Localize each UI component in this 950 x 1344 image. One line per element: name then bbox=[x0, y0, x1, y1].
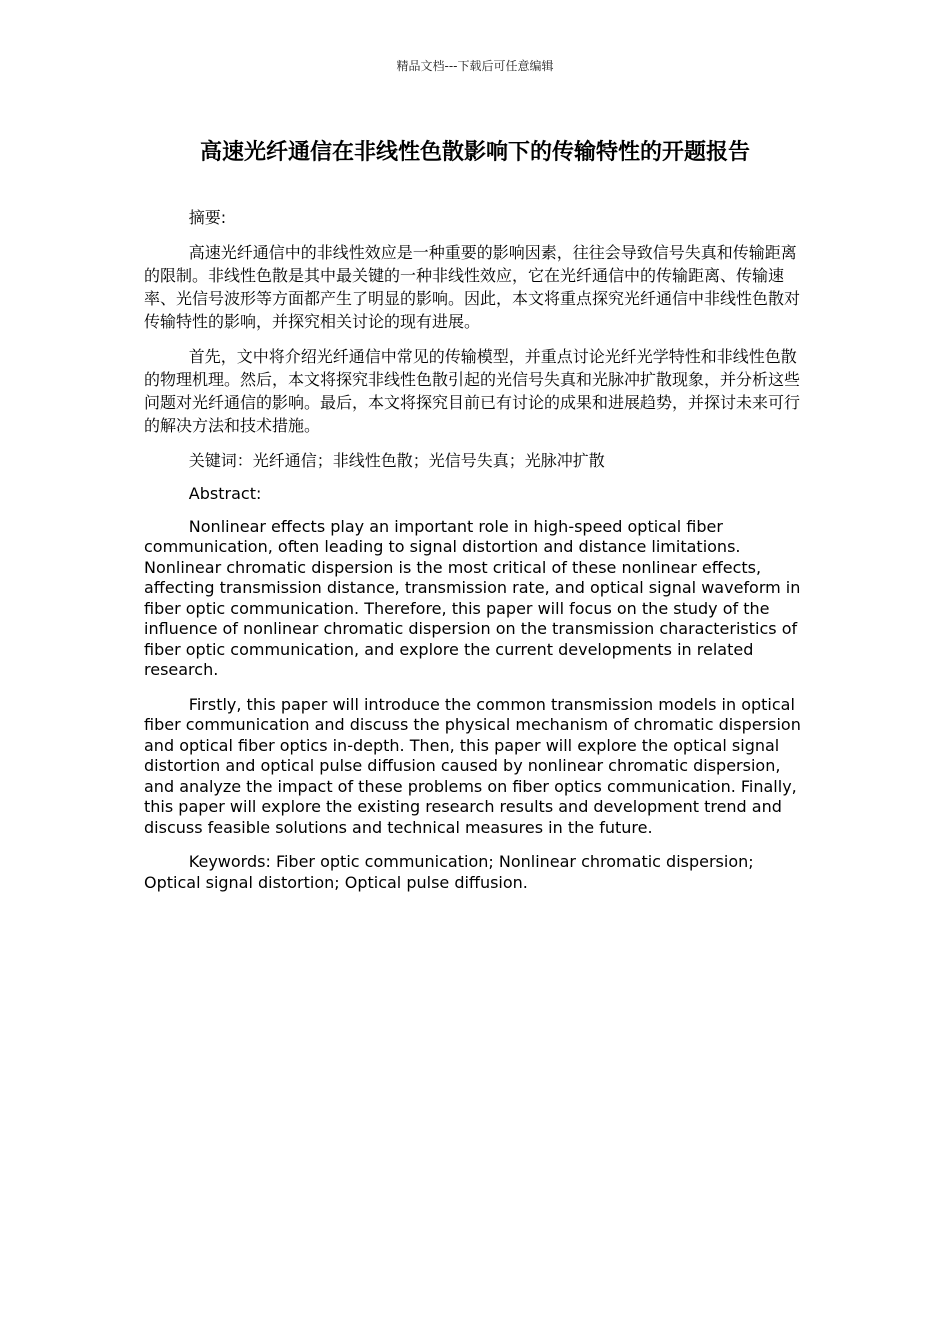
abstract-cn-label: 摘要: bbox=[188, 208, 227, 227]
abstract-en-label: Abstract: bbox=[188, 484, 262, 503]
document-title: 高速光纤通信在非线性色散影响下的传输特性的开题报告 bbox=[199, 140, 750, 165]
abstract-cn-paragraph-1: 高速光纤通信中的非线性效应是一种重要的影响因素，往往会导致信号失真和传输距离的限制。非线性色散是其中最关键的一种非线性效应，它在光纤通信中的传输距离、传输速率、光信号波形等方面都产生了明显的影响。因此，本文将重点探究光纤通信中非线性色散对传输特性的影响，并探究相关讨论的现有进展。 bbox=[144, 243, 801, 331]
abstract-en-paragraph-2: Firstly, this paper will introduce the common transmission models in optical fiber communication and discuss the physical mechanism of chromatic dispersion and optical fiber optics in-depth. Then, this paper will explore the optical signal distortion and optical pulse diffusion caused by nonlinear chromatic dispersion, and analyze the impact of these problems on fiber optics communication. Finally, this paper will explore the existing research results and development trend and discuss feasible solutions and technical measures in the future. bbox=[144, 694, 801, 837]
abstract-en-paragraph-1: Nonlinear effects play an important role in high-speed optical fiber communication, often leading to signal distortion and distance limitations. Nonlinear chromatic dispersion is the most critical of these nonlinear effects, affecting transmission distance, transmission rate, and optical signal waveform in fiber optic communication. Therefore, this paper will focus on the study of the influence of nonlinear chromatic dispersion on the transmission characteristics of fiber optic communication, and explore the current developments in related research. bbox=[144, 516, 801, 679]
document-body bbox=[144, 206, 804, 907]
keywords-cn: 关键词：光纤通信；非线性色散；光信号失真；光脉冲扩散 bbox=[188, 451, 605, 470]
abstract-cn-paragraph-2: 首先，文中将介绍光纤通信中常见的传输模型，并重点讨论光纤光学特性和非线性色散的物理机理。然后，本文将探究非线性色散引起的光信号失真和光脉冲扩散现象，并分析这些问题对光纤通信的影响。最后，本文将探究目前已有讨论的成果和进展趋势，并探讨未来可行的解决方法和技术措施。 bbox=[144, 347, 801, 435]
keywords-en: Keywords: Fiber optic communication; Nonlinear chromatic dispersion; Optical signal distortion; Optical pulse diffusion. bbox=[144, 852, 754, 892]
header-note: 精品文档---下载后可任意编辑 bbox=[396, 59, 554, 73]
